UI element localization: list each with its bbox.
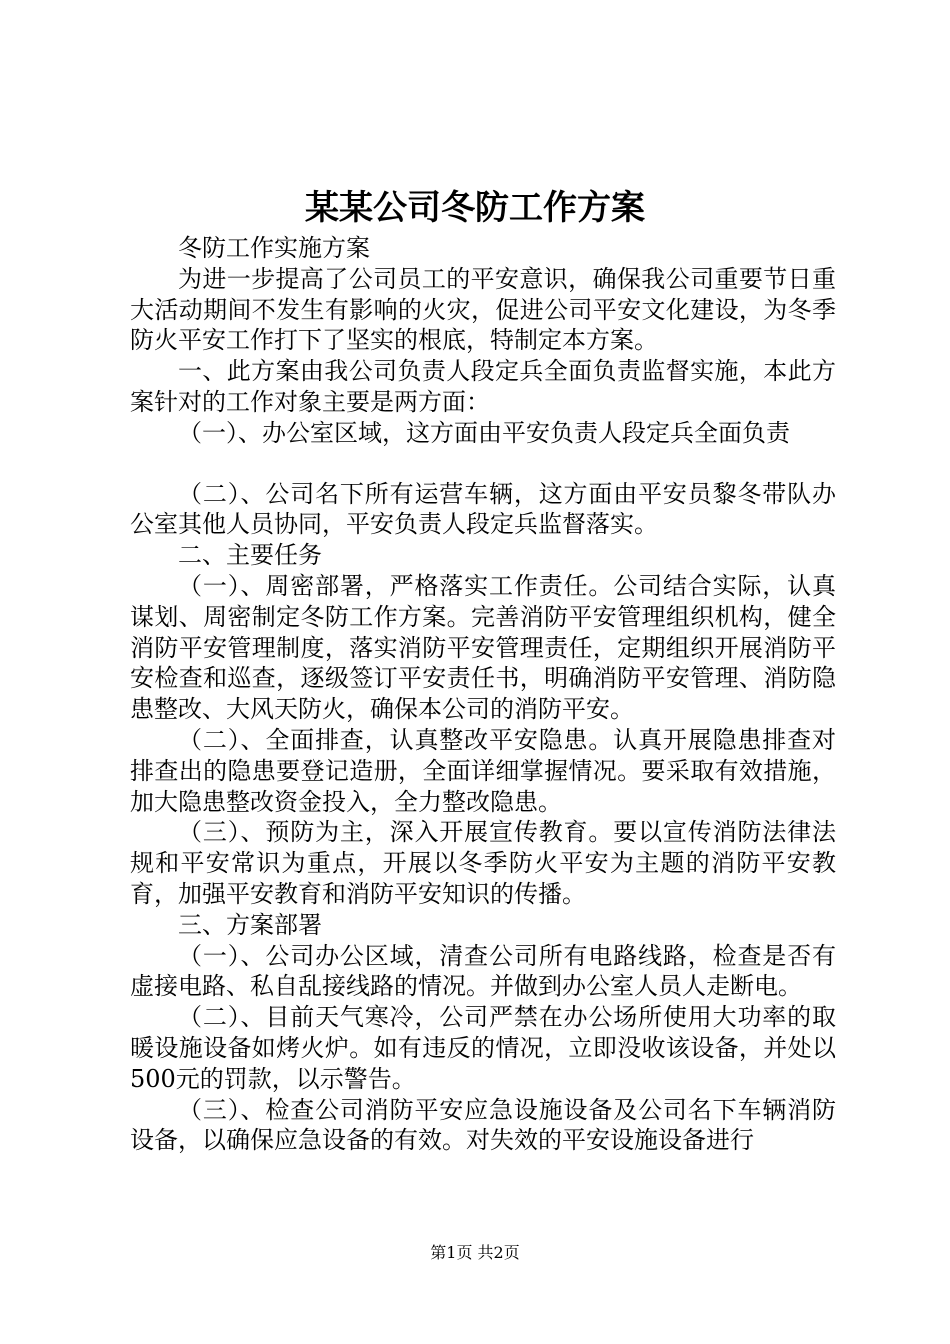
paragraph-intro: 为进一步提高了公司员工的平安意识，确保我公司重要节日重大活动期间不发生有影响的火灾，促进公司平安文化建设，为冬季防火平安工作打下了坚实的根底，特制定本方案。 xyxy=(130,264,836,355)
document-body xyxy=(130,233,836,1156)
paragraph-section-1-item-2: （二）、公司名下所有运营车辆，这方面由平安员黎冬带队办公室其他人员协同，平安负责人段定兵监督落实。 xyxy=(130,479,836,539)
paragraph-section-1-item-1: （一）、办公室区域，这方面由平安负责人段定兵全面负责 xyxy=(178,418,790,447)
page-title: 某某公司冬防工作方案 xyxy=(305,188,645,228)
paragraph-deployment-1: （一）、公司办公区域，清查公司所有电路线路，检查是否有虚接电路、私自乱接线路的情况。并做到办公室人员人走断电。 xyxy=(130,941,836,1001)
heading-main-tasks: 二、主要任务 xyxy=(178,541,322,570)
paragraph-section-1: 一、此方案由我公司负责人段定兵全面负责监督实施，本此方案针对的工作对象主要是两方面： xyxy=(130,357,836,416)
paragraph-task-3: （三）、预防为主，深入开展宣传教育。要以宣传消防法律法规和平安常识为重点，开展以冬季防火平安为主题的消防平安教育，加强平安教育和消防平安知识的传播。 xyxy=(130,818,836,908)
paragraph-deployment-3: （三）、检查公司消防平安应急设施设备及公司名下车辆消防设备，以确保应急设备的有效。对失效的平安设施设备进行 xyxy=(130,1095,836,1155)
paragraph-task-2: （二）、全面排查，认真整改平安隐患。认真开展隐患排查对排查出的隐患要登记造册，全面详细掌握情况。要采取有效措施，加大隐患整改资金投入，全力整改隐患。 xyxy=(130,725,836,816)
paragraph-subtitle: 冬防工作实施方案 xyxy=(178,234,370,262)
paragraph-deployment-2: （二）、目前天气寒冷，公司严禁在办公场所使用大功率的取暖设施设备如烤火炉。如有违反的情况，立即没收该设备，并处以500元的罚款，以示警告。 xyxy=(130,1003,836,1093)
page-number-footer: 第1页 共2页 xyxy=(430,1243,520,1262)
paragraph-gap xyxy=(130,449,836,479)
heading-plan-deployment: 三、方案部署 xyxy=(178,910,322,939)
paragraph-task-1: （一）、周密部署，严格落实工作责任。公司结合实际，认真谋划、周密制定冬防工作方案。完善消防平安管理组织机构，健全消防平安管理制度，落实消防平安管理责任，定期组织开展消防平安检查和巡查，逐级签订平安责任书，明确消防平安管理、消防隐患整改、大风天防火，确保本公司的消防平安。 xyxy=(130,571,836,724)
